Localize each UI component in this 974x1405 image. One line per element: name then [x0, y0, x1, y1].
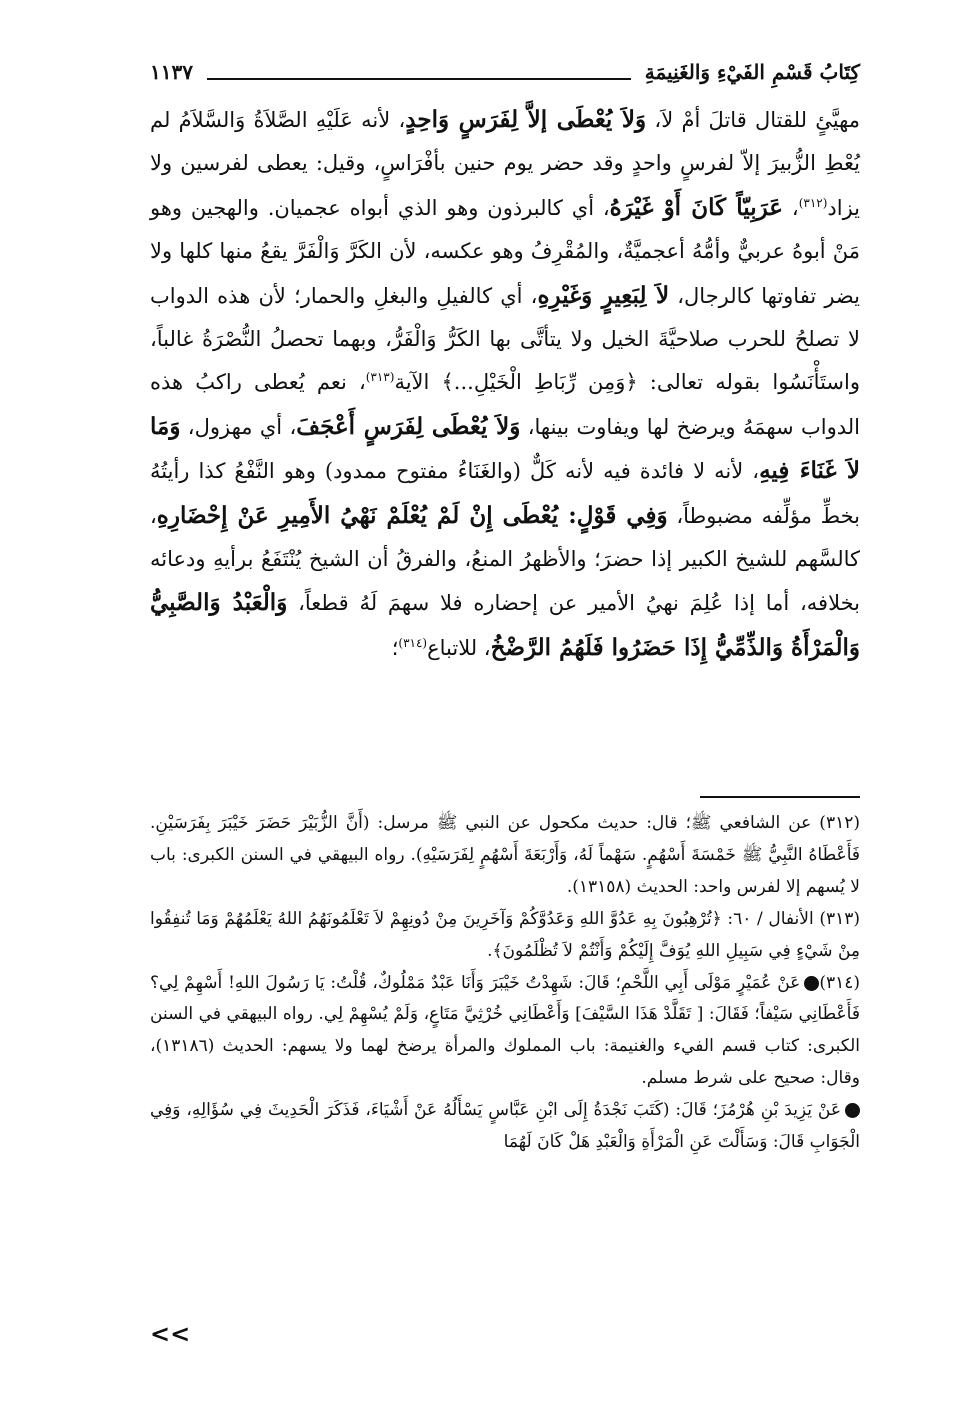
footnote-313: (٣١٣) الأنفال / ٦٠: ﴿تُرْهِبُونَ بِهِ عَدُوَّ اللهِ وَعَدُوَّكُمْ وَآخَرِينَ مِنْ دُونِهِمْ لاَ تَعْلَمُونَهُمُ اللهُ يَعْلَمُهُمْ وَمَا تُنفِقُوا مِنْ شَيْءٍ فِي سَبِيلِ اللهِ يُوَفَّ إِلَيْكُمْ وَأَنْتُمْ لاَ تُظْلَمُونَ﴾.: [150, 908, 860, 961]
text-run: ،: [783, 195, 799, 220]
text-run: ، أي مهزول،: [180, 414, 297, 439]
matn-phrase: وَفِي قَوْلٍ: يُعْطَى إِنْ لَمْ يُعْلَمْ نَهْيُ الأَمِيرِ عَنْ إِحْضَارِهِ: [156, 501, 668, 529]
matn-phrase: عَرَبِيّاً كَانَ أَوْ غَيْرَهُ: [609, 193, 784, 221]
matn-phrase: وَلاَ يُعْطَى لِفَرَسٍ أَعْجَفَ: [296, 412, 521, 440]
text-run: ، أي كالفيلِ والبغلِ والحمار؛ لأن هذه الدواب لا تصلحُ للحرب صلاحيَّةَ الخيل ولا يتأتَّى بها الكَرُّ وَالْفَرُّ، وبهما تحصلُ النُّصْرَةُ غالباً، واستَأْنَسُوا بقوله تعالى: ﴿وَمِن رِّبَاطِ الْخَيْلِ...﴾ الآية: [150, 283, 860, 395]
footnote-ref-312: (٣١٢): [798, 195, 828, 210]
text-run: ، لأنه عَلَيْهِ الصَّلاَةُ وَالسَّلاَمُ لم يُعْطِ الزُّبيرَ إلاّ لفرسٍ واحدٍ وقد حضر يوم حنين بأفْرَاسٍ، وقيل: يعطى لفرسين ولا يزاد: [150, 108, 861, 220]
footnote-314: [150, 968, 860, 1096]
running-header: [150, 52, 860, 86]
hadith-bullet-icon: [804, 976, 819, 991]
footnote-text: عَنْ يَزِيدَ بْنِ هُرْمُزَ؛ قَالَ: (كَتَبَ نَجْدَةُ إِلَى ابْنِ عَبَّاسٍ يَسْأَلُهُ عَنْ أَشْيَاءَ، فَذَكَرَ الْحَدِيثَ فِي سُؤَالِهِ، وَفِي الْجَوَابِ قَالَ: وَسَأَلْتَ عَنِ الْمَرْأَةِ وَالْعَبْدِ هَلْ كَانَ لَهُمَا: [150, 1100, 860, 1153]
header-title: كِتَابُ قَسْمِ الفَيْءِ وَالغَنِيمَةِ: [644, 60, 860, 84]
text-run: ، لأنه لا فائدة فيه لأنه كَلٌّ (والغَنَاءُ مفتوح ممدود) وهو النَّفْعُ كذا رأيتُهُ بخطِّ مؤلِّفه مضبوطاً،: [150, 459, 860, 528]
text-run: ، أي كالبرذون وهو الذي أبواه عجميان. والهجين وهو مَنْ أبوهُ عربيٌّ وأمُّهُ أعجميَّةٌ، والمُقْرِفُ وهو عكسه، لأن الكَرَّ وَالْفَرَّ يقعُ منها كلها ولا يضر تفاوتها كالرجال،: [150, 195, 860, 308]
footnote-hadith-2: [150, 1095, 860, 1159]
footnote-312: (٣١٢) عن الشافعي ﷺ؛ قال: حديث مكحول عن النبي ﷺ مرسل: (أَنَّ الزُّبَيْرَ حَضَرَ خَيْبَرَ بِفَرَسَيْنِ. فَأَعْطَاهُ النَّبِيُّ ﷺ خَمْسَةَ أَسْهُمٍ. سَهْماً لَهُ، وَأَرْبَعَةَ أَسْهُمٍ لِفَرَسَيْهِ). رواه البيهقي في السنن الكبرى: باب لا يُسهم إلا لفرس واحد: الحديث (١٣١٥٨).: [150, 813, 860, 897]
main-body-text: [150, 98, 860, 670]
matn-phrase: وَمَا لاَ غَنَاءَ فِيهِ: [150, 412, 860, 485]
text-run: مهيَّئٍ للقتال قاتلَ أمْ لاَ،: [646, 108, 861, 132]
main-paragraph: [150, 98, 860, 670]
hadith-bullet-icon: [845, 1103, 860, 1118]
footnote-text: عَنْ عُمَيْرٍ مَوْلَى أَبِي اللَّحْمِ؛ قَالَ: شَهِدْتُ خَيْبَرَ وَأَنَا عَبْدٌ مَمْلُوكٌ، قُلْتُ: يَا رَسُولَ اللهِ! أَسْهِمْ لِي؟ فَأَعْطَانِي سَيْفاً؛ فَقَالَ: [ تَقَلَّدْ هَذَا السَّيْفَ] وَأَعْطَانِي خُرْثِيَّ مَتَاعٍ، وَلَمْ يُسْهِمْ لِي. رواه البيهقي في السنن الكبرى: كتاب قسم الفيء والغنيمة: باب المملوك والمرأة يرضخ لهما ولا يسهم: الحديث (١٣١٨٦)، وقال: صحيح على شرط مسلم.: [150, 972, 860, 1089]
header-rule: [207, 78, 631, 80]
matn-phrase: وَلاَ يُعْطَى إلاَّ لِفَرَسٍ وَاحِدٍ: [405, 106, 647, 133]
footnote-number: (٣١٤): [819, 972, 860, 993]
footnote-ref-314: (٣١٤): [398, 635, 428, 650]
footnote-separator: [700, 796, 860, 798]
text-run: ، كالسَّهم للشيخ الكبير إذا حضرَ؛ والأظهرُ المنعُ، والفرقُ أن الشيخ يُنْتَفَعُ برأيهِ ودعائه بخلافه، أما إذا عُلِمَ نهيُ الأمير عن إحضاره فلا سهمَ لَهُ قطعاً،: [150, 503, 860, 616]
matn-phrase: وَالْعَبْدُ وَالصَّبِيُّ وَالْمَرْأَةُ وَالذِّمِّيُّ إِذَا حَضَرُوا فَلَهُمُ الرَّضْخُ: [150, 589, 860, 661]
footnote-ref-313: (٣١٣): [365, 370, 395, 385]
matn-phrase: لاَ لِبَعِيرٍ وَغَيْرِهِ: [537, 281, 670, 309]
text-run: ؛: [391, 635, 399, 660]
footnotes-section: [150, 808, 860, 1159]
page-number: ١١٣٧: [150, 60, 193, 84]
text-run: ، للاتباع: [427, 635, 491, 660]
text-run: ، نعم يُعطى راكبُ هذه الدواب سهمَهُ ويرضخ لها ويفاوت بينها،: [150, 370, 860, 439]
continue-mark: <<: [150, 1319, 191, 1348]
